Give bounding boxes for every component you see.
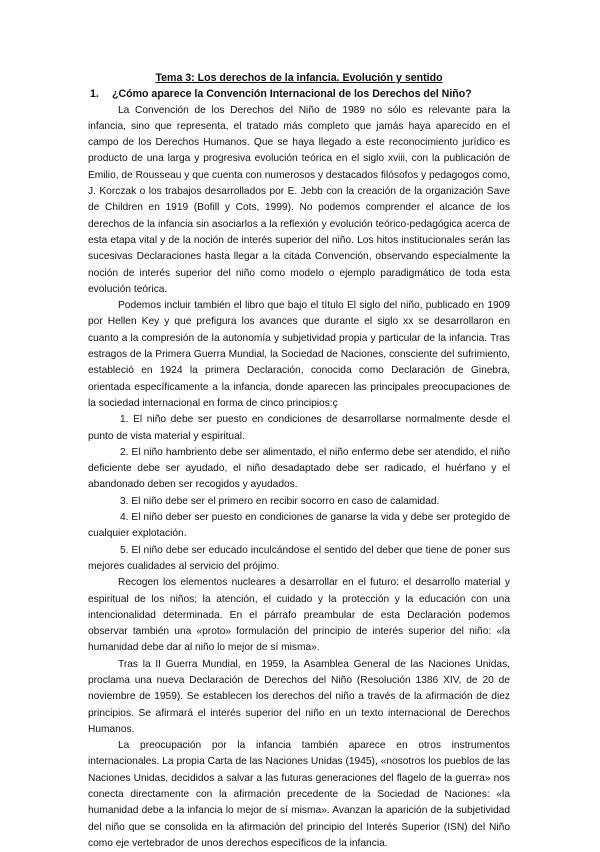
paragraph-nuclear-elements: Recogen los elementos nucleares a desarrollar en el futuro: el desarrollo material y espiritual de los niños; la atención, el cuidado y la protección y la educación con una intencionalidad determinada. En el párrafo preambular de esta Declaración podemos observar también una «proto» formulación del principio de interés superior del niño: «la humanidad debe dar al niño lo mejor de sí misma». <box>88 577 510 654</box>
paragraph-geneva: Podemos incluir también el libro que bajo el título El siglo del niño, publicado en 1909 por Hellen Key y que prefigura los avances que durante el siglo xx se desarrollaron en cuanto a la compresión de la autonomía y subjetividad propia y particular de la infancia. Tras estragos de la Primera Guerra Mundial, la Sociedad de Naciones, consciente del sufrimiento, estableció en 1924 la primera Declaración, conocida como Declaración de Ginebra, orientada específicamente a la infancia, donde aparecen las principales preocupaciones de la sociedad internacional en forma de cinco principios:ç <box>88 300 510 409</box>
document-body <box>88 70 510 852</box>
principle-1: 1. El niño debe ser puesto en condiciones de desarrollarse normalmente desde el punto de vista material y espiritual. <box>88 414 510 442</box>
section-heading <box>88 86 510 102</box>
paragraph-1959-declaration: Tras la II Guerra Mundial, en 1959, la Asamblea General de las Naciones Unidas, proclama una nueva Declaración de Derechos del Niño (Resolución 1386 XIV, de 20 de noviembre de 1959). Se establecen los derechos del niño a través de la afirmación de diez principios. Se afirmará el interés superior del niño en un texto internacional de Derechos Humanos. <box>88 658 510 735</box>
principle-5: 5. El niño debe ser educado inculcándose el sentido del deber que tiene de poner sus mejores cualidades al servicio del prójimo. <box>88 544 510 572</box>
principle-4: 4. El niño deber ser puesto en condiciones de ganarse la vida y debe ser protegido de cualquier explotación. <box>88 512 510 540</box>
principle-3: 3. El niño debe ser el primero en recibir socorro en caso de calamidad. <box>120 495 440 507</box>
document-title: Tema 3: Los derechos de la infancia. Evolución y sentido <box>155 72 443 84</box>
paragraph-convention: La Convención de los Derechos del Niño de 1989 no sólo es relevante para la infancia, sino que representa, el tratado más completo que jamás haya aparecido en el campo de los Derechos Humanos. Que se haya llegado a este reconocimiento jurídico es producto de una larga y progresiva evolución teórica en el siglo xviii, con la publicación de Emilio, de Rousseau y que cuenta con numerosos y destacados filósofos y pedagogos como, J. Korczak o los trabajos desarrollados por E. Jebb con la creación de la organización Save de Children en 1919 (Bofill y Cots, 1999). No podemos comprender el alcance de los derechos de la infancia sin asociarlos a la reflexión y evolución teórico-pedagógica acerca de esta etapa vital y de la noción de interés superior del niño. Los hitos institucionales serán las sucesivas Declaraciones hasta llegar a la citada Convención, observando especialmente la noción de interés superior del niño como modelo o ejemplo paradigmático de toda esta evolución teórica. <box>88 104 510 295</box>
section-number: 1. <box>90 88 99 101</box>
section-title: ¿Cómo aparece la Convención Internacional de los Derechos del Niño? <box>112 88 472 101</box>
paragraph-un-charter: La preocupación por la infancia también aparece en otros instrumentos internacionales. La propia Carta de las Naciones Unidas (1945), «nosotros los pueblos de las Naciones Unidas, decididos a salvar a las futuras generaciones del flagelo de la guerra» nos conecta directamente con la afirmación precedente de la Sociedad de Naciones: «la humanidad debe a la infancia lo mejor de sí misma». Avanzan la aparición de la subjetividad del niño que se consolida en la afirmación del principio del Interés Superior (ISN) del Niño como eje vertebrador de unos derechos específicos de la infancia. <box>88 740 510 849</box>
principle-2: 2. El niño hambriento debe ser alimentado, el niño enfermo debe ser atendido, el niño deficiente debe ser ayudado, el niño desadaptado debe ser radicado, el huérfano y el abandonado deben ser recogidos y ayudados. <box>88 446 510 491</box>
